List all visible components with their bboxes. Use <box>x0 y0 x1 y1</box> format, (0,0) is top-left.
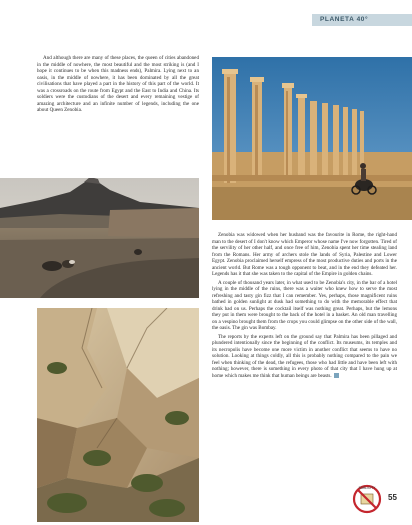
end-of-article-mark <box>334 373 339 378</box>
colonnade-ruins-photo <box>212 57 412 220</box>
section-header: PLANETA 40° <box>320 16 369 23</box>
right-paragraph-2: A couple of thousand years later, in what used to be Zenobia's city, in the bar of a hotel lying in the middle of the ruins, there was a waiter who knew how to serve the most refreshing and tasty gin fizz that I can remember. Yes, perhaps, those magnificent ruins bathed in golden sunlight at dusk had something to do with the memorable effect that drink had on us. Perhaps the cocktail itself was nothing great. Perhaps, but the lemons they put in them were brought to the back of the hotel in a basket. An old man travelling on a vespino brought them from the crops you could glimpse on the other side of the wall, the oasis. The gin was Bombay. <box>212 279 397 331</box>
left-text-column <box>37 55 199 116</box>
right-paragraph-3 <box>212 334 397 380</box>
page-number: 55 <box>388 493 397 502</box>
left-paragraph: And although there are many of these places, the queen of cities abandoned in the middle of nowhere, the most beautiful and the most striking is (and I hope it continues to be when this madness ends), Palmira. Lying next to an oasis, in the middle of nowhere, it has been dominated by all the great civilisations that have played a part in the history of this part of the world. It was a crossroads on the route from Egypt and the East to India and China. Its soldiers were the custodians of the desert and every remaining vestige of amazing architecture and an infinite number of legends, including the one about Queen Zenobia. <box>37 55 199 113</box>
right-paragraph-3-text: The reports by the experts left on the ground say that Palmira has been pillaged and plundered intentionally since the beginning of the conflict. Its museums, its temples and its necropolis have become one more victim in another conflict that seems to have no solution. Looking at things coldly, all this is probably nothing compared to the pain we feel when thinking of the dead, the refugees, those who had little and have been left with nothing; however, there is something in every photo of that city that I have hung up at home which makes me think that human beings are beasts. <box>212 333 397 379</box>
right-text-column <box>212 232 397 381</box>
rock-cliff-photo <box>37 308 199 522</box>
right-paragraph-1: Zenobia was widowed when her husband was the favourite in Rome, the right-hand man to the desert of I don't know which Emperor whose name I've now forgotten. Tired of the servility of her other half, and once free of him, Zenobia spent her time stealing land from the Romans. Her army of archers stole the lands of Syria, Palestine and Lower Egypt. Zenobia proclaimed herself empress of the most productive duties and ports in the ancient world. But Rome was a tough opponent to beat, and in the end they defeated her. Legends has it that she was taken to the capital of the Empire in golden chains. <box>212 232 397 277</box>
desert-castle-photo <box>0 178 199 298</box>
no-publicity-logo <box>352 484 382 514</box>
logo-text: RUBLICITY <box>358 486 376 490</box>
